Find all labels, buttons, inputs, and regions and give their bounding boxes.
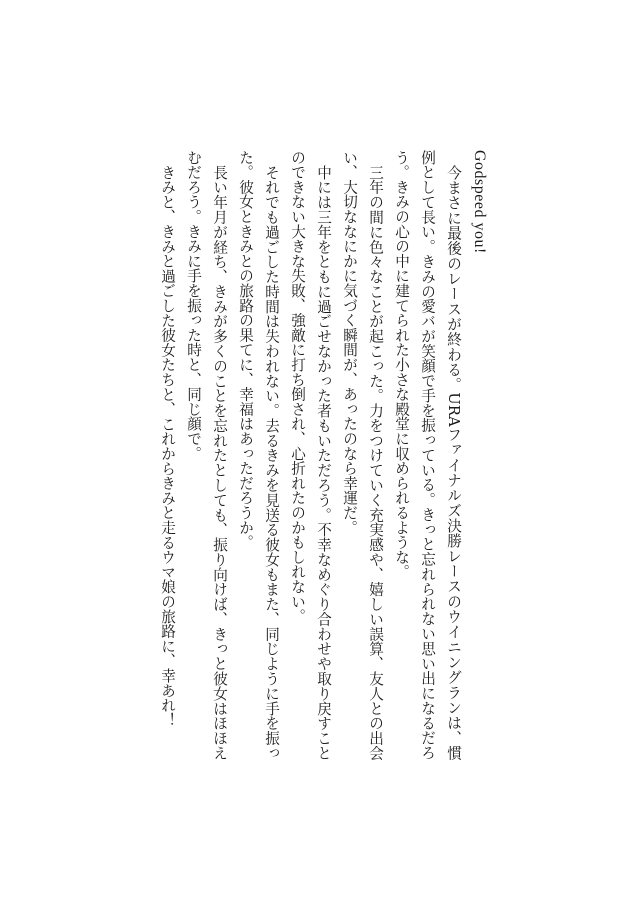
paragraph: 今まさに最後のレースが終わる。URAファイナルズ決勝レースのウイニングランは、慣例として長い。きみの愛バが笑顔で手を振っている。きっと忘れられない思い出になるだろう。きみの心の中に建てられた小さな殿堂に収められるような。 [393, 150, 462, 760]
page-title: Godspeed you! [471, 150, 488, 254]
vertical-text-block [154, 150, 492, 760]
paragraph: きみと、きみと過ごした彼女たちと、これからきみと走るウマ娘の旅路に、幸あれ！ [159, 164, 176, 727]
paragraph: 長い年月が経ち、きみが多くのことを忘れたとしても、振り向けば、きっと彼女はほほえむだろう。きみに手を振った時と、同じ顔で。 [185, 150, 228, 760]
paragraph: それでも過ごした時間は失われない。去るきみを見送る彼女もまた、同じように手を振った。彼女ときみとの旅路の果てに、幸福はあっただろうか。 [237, 150, 280, 760]
paragraph: 中には三年をともに過ごせなかった者もいただろう。不幸なめぐり合わせや取り戻すことのできない大きな失敗、強敵に打ち倒され、心折れたのかもしれない。 [289, 150, 332, 760]
paragraph: 三年の間に色々なことが起こった。力をつけていく充実感や、嬉しい誤算、友人との出会い、大切ななにかに気づく瞬間が、あったのなら幸運だ。 [341, 150, 384, 760]
